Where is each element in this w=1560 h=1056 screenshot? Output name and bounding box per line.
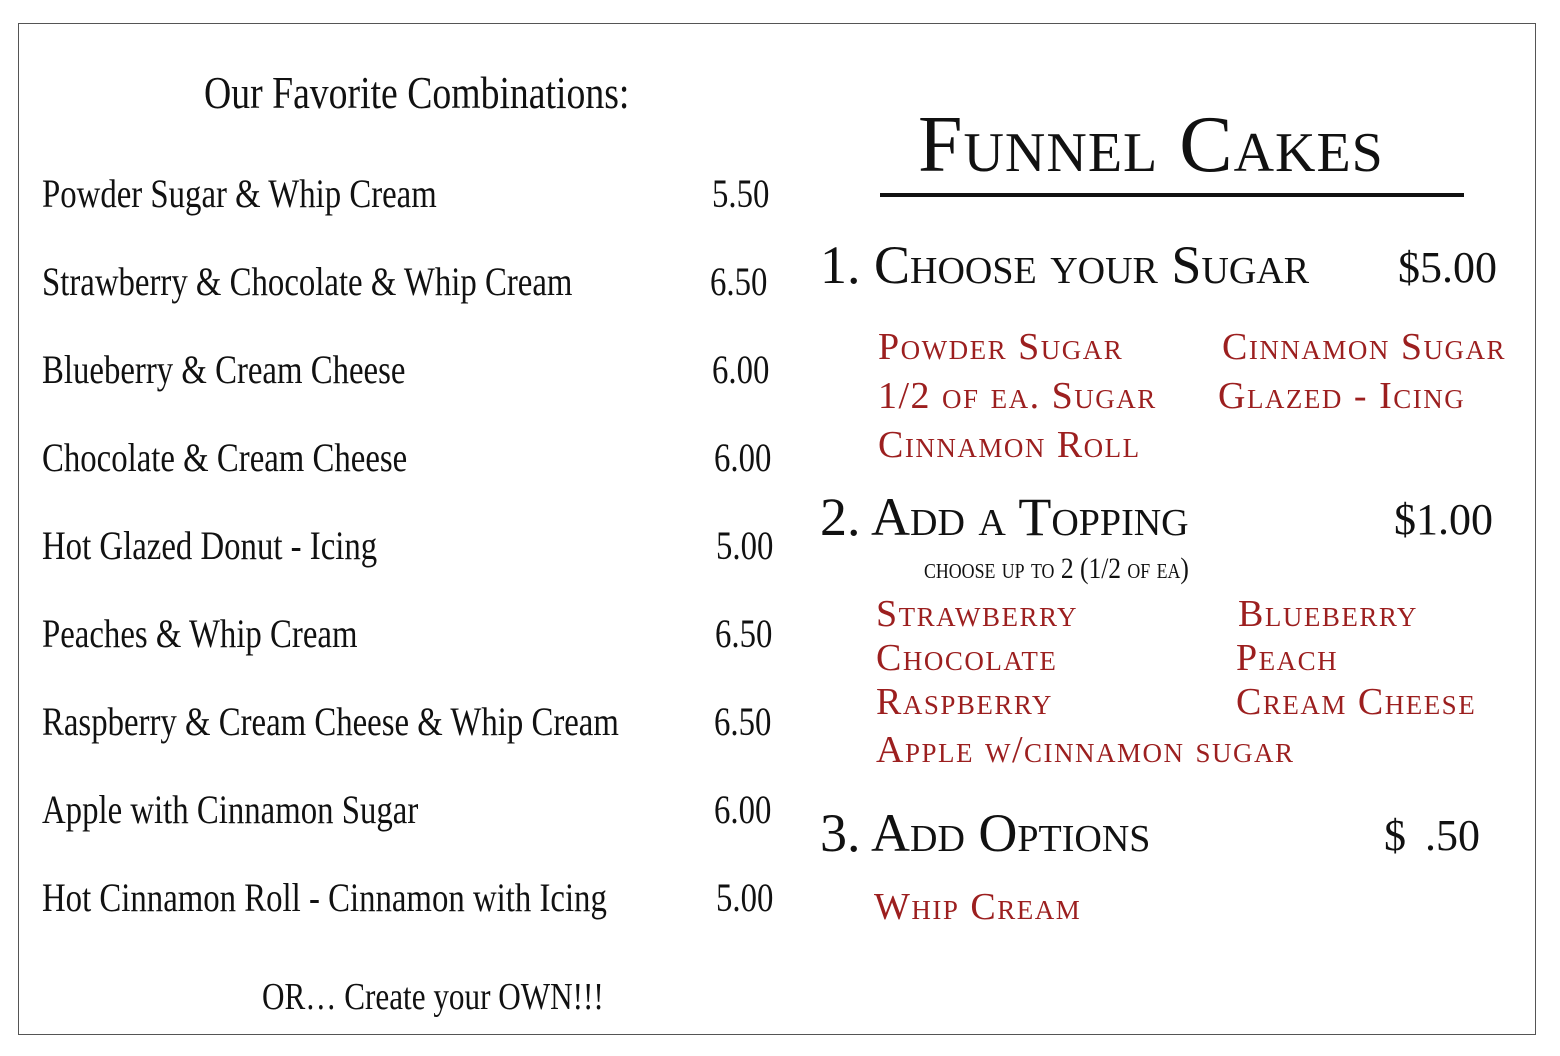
combo-name: Peaches & Whip Cream [42,611,358,656]
combo-name: Blueberry & Cream Cheese [42,347,406,392]
step-3-price: $ .50 [1384,811,1480,860]
step-2-heading: 2. Add a Topping [820,487,1189,547]
step-3-heading: 3. Add Options [820,803,1151,863]
combo-name: Powder Sugar & Whip Cream [42,171,437,216]
combo-price: 6.50 [715,611,773,656]
topping-option: Chocolate [876,637,1058,679]
sugar-option: 1/2 of ea. Sugar [878,375,1157,417]
page-title: Funnel Cakes [918,101,1384,189]
topping-option: Apple w/cinnamon sugar [876,729,1295,771]
combo-price: 5.50 [712,171,770,216]
combo-name: Raspberry & Cream Cheese & Whip Cream [42,699,619,744]
combo-price: 5.00 [716,875,774,920]
topping-option: Peach [1236,637,1339,679]
topping-limit-note: choose up to 2 (1/2 of ea) [924,552,1189,585]
topping-option: Cream Cheese [1236,681,1477,723]
combo-name: Strawberry & Chocolate & Whip Cream [42,259,573,304]
combo-price: 6.00 [712,347,770,392]
topping-option: Strawberry [876,593,1078,635]
extra-option: Whip Cream [874,886,1082,928]
combo-price: 6.50 [710,259,768,304]
combo-name: Chocolate & Cream Cheese [42,435,408,480]
combo-price: 6.00 [714,787,772,832]
sugar-option: Cinnamon Roll [878,424,1141,466]
step-2-price: $1.00 [1394,495,1493,544]
sugar-option: Cinnamon Sugar [1222,326,1506,368]
sugar-option: Powder Sugar [878,326,1124,368]
title-underline [880,193,1464,197]
combinations-heading: Our Favorite Combinations: [204,67,630,118]
combo-price: 5.00 [716,523,774,568]
combo-price: 6.00 [714,435,772,480]
topping-option: Blueberry [1238,593,1418,635]
topping-option: Raspberry [876,681,1053,723]
combo-name: Apple with Cinnamon Sugar [42,787,419,832]
combo-price: 6.50 [714,699,772,744]
sugar-option: Glazed - Icing [1218,375,1466,417]
combo-name: Hot Cinnamon Roll - Cinnamon with Icing [42,875,607,920]
create-your-own-note: OR… Create your OWN!!! [262,976,604,1018]
step-1-heading: 1. Choose your Sugar [820,235,1310,295]
combo-name: Hot Glazed Donut - Icing [42,523,378,568]
step-1-price: $5.00 [1398,243,1497,292]
